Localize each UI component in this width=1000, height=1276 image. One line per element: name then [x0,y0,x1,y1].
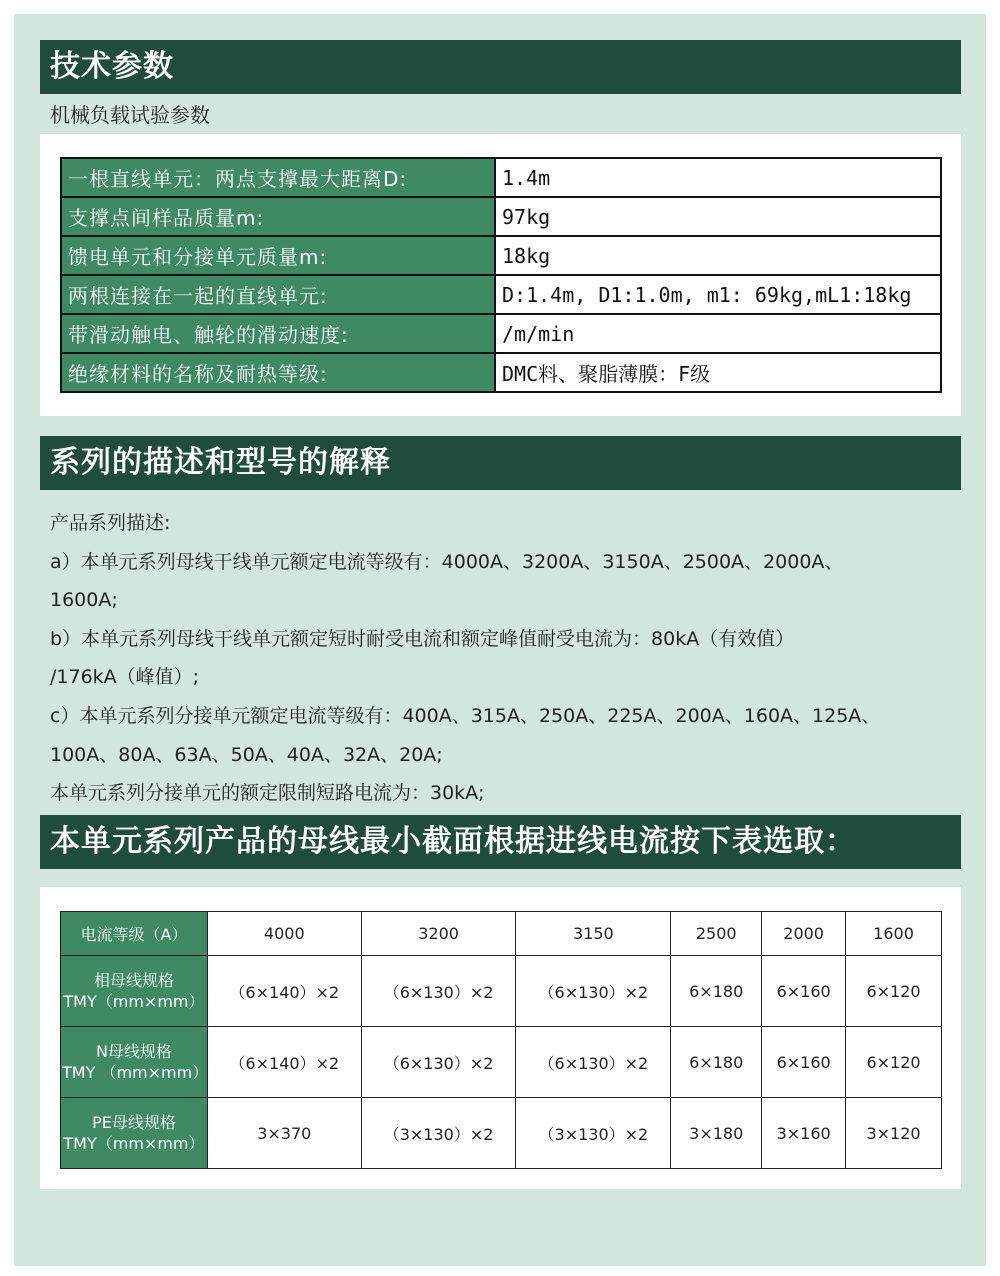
description-line: a）本单元系列母线干线单元额定电流等级有：4000A、3200A、3150A、2500A、2000A、 [50,550,844,573]
param-value: D:1.4m, D1:1.0m, m1: 69kg,mL1:18kg [495,275,941,314]
param-key: 馈电单元和分接单元质量m: [61,236,495,275]
table-row [61,197,941,236]
row-label-unit: TMY（mm×mm） [63,1134,205,1153]
current-rating-header: 电流等级（A） [61,912,208,956]
params-table [60,157,942,393]
table-cell: 3×120 [846,1098,942,1169]
param-value: DMC料、聚脂薄膜：F级 [495,353,941,392]
table-row [61,1098,942,1169]
column-header: 3200 [361,912,516,956]
row-label [61,1098,208,1169]
description-line: 本单元系列分接单元的额定限制短路电流为：30kA; [50,782,485,805]
section-subtitle: 机械负载试验参数 [50,103,210,127]
param-key: 一根直线单元：两点支撑最大距离D: [61,158,495,197]
series-description [50,504,955,813]
table-cell: （6×130）×2 [516,1027,671,1098]
table-row [61,314,941,353]
column-header: 1600 [846,912,942,956]
table-row [61,158,941,197]
table-row [61,956,942,1027]
table-cell: 3×180 [671,1098,762,1169]
column-header: 3150 [516,912,671,956]
table-row [61,236,941,275]
table-cell: 3×160 [762,1098,846,1169]
section-title-tech-params: 技术参数 [40,40,961,94]
table-cell: （6×140）×2 [207,956,361,1027]
row-label-line: N母线规格 [95,1042,172,1061]
row-label [61,956,208,1027]
column-header: 4000 [207,912,361,956]
table-row [61,1027,942,1098]
description-line: /176kA（峰值）; [50,666,200,689]
table-cell: （6×140）×2 [207,1027,361,1098]
table-cell: 6×120 [846,1027,942,1098]
description-line: c）本单元系列分接单元额定电流等级有：400A、315A、250A、225A、200A、160A、125A、 [50,704,881,727]
param-key: 支撑点间样品质量m: [61,197,495,236]
param-key: 绝缘材料的名称及耐热等级: [61,353,495,392]
table-cell: 6×120 [846,956,942,1027]
table-row [61,275,941,314]
row-label-line: 相母线规格 [93,971,174,990]
table-cell: 3×370 [207,1098,361,1169]
table-cell: （3×130）×2 [516,1098,671,1169]
param-value: /m/min [495,314,941,353]
table-cell: 6×160 [762,1027,846,1098]
description-line: 100A、80A、63A、50A、40A、32A、20A; [50,743,443,766]
table-cell: （6×130）×2 [516,956,671,1027]
row-label-line: PE母线规格 [92,1113,176,1132]
param-value: 18kg [495,236,941,275]
table-cell: 6×160 [762,956,846,1027]
description-line: 1600A; [50,589,118,612]
column-header: 2500 [671,912,762,956]
row-label [61,1027,208,1098]
busbar-table [60,911,942,1169]
table-cell: （6×130）×2 [361,956,516,1027]
table-row [61,353,941,392]
param-key: 带滑动触电、触轮的滑动速度: [61,314,495,353]
table-cell: （3×130）×2 [361,1098,516,1169]
description-line: 产品系列描述: [50,512,171,534]
param-key: 两根连接在一起的直线单元: [61,275,495,314]
section-title-series-description: 系列的描述和型号的解释 [40,436,961,490]
column-header: 2000 [762,912,846,956]
table-cell: （6×130）×2 [361,1027,516,1098]
description-line: b）本单元系列母线干线单元额定短时耐受电流和额定峰值耐受电流为：80kA（有效值） [50,627,795,650]
table-cell: 6×180 [671,956,762,1027]
param-value: 97kg [495,197,941,236]
row-label-unit: TMY（mm×mm） [63,992,205,1011]
table-header-row [61,912,942,956]
row-label-unit: TMY （mm×mm） [62,1063,209,1082]
section-title-busbar-selection: 本单元系列产品的母线最小截面根据进线电流按下表选取： [40,815,961,869]
table-cell: 6×180 [671,1027,762,1098]
param-value: 1.4m [495,158,941,197]
